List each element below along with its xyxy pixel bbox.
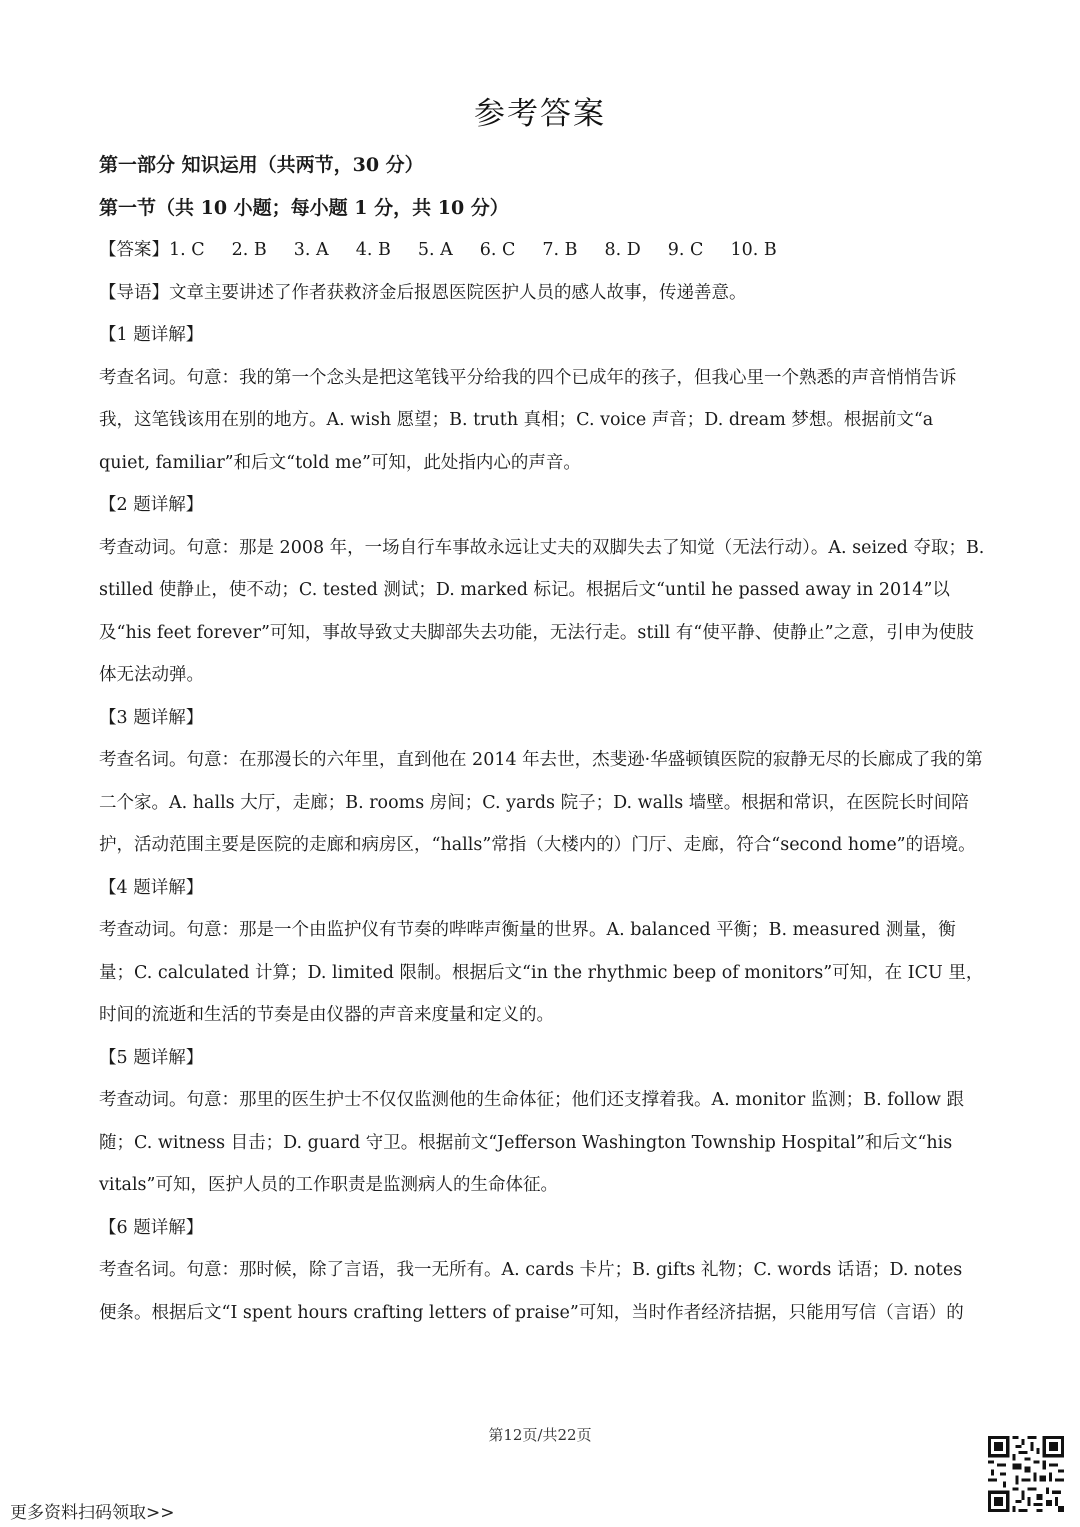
answer-item: 9. C: [667, 240, 704, 260]
document-body: [99, 144, 985, 1334]
answer-item: 1. C: [169, 240, 205, 260]
part-heading: 第一部分 知识运用（共两节，30 分）: [99, 154, 424, 176]
explanation-heading: 【5 题详解】: [99, 1047, 204, 1068]
explanation-text: 考查动词。句意：那里的医生护士不仅仅监测他的生命体征；他们还支撑着我。A. monitor 监测；B. follow 跟随；C. witness 目击；D. guard 守卫。根据前文“Jefferson Washington Township Hospital”和后文“his vitals”可知，医护人员的工作职责是监测病人的生命体征。: [99, 1090, 965, 1195]
answer-item: 4. B: [355, 240, 391, 260]
answer-item: 5. A: [417, 240, 453, 260]
answer-item: 6. C: [479, 240, 516, 260]
answer-key-line: [99, 229, 985, 272]
answer-item: 10. B: [730, 240, 777, 260]
answer-item: 7. B: [542, 240, 578, 260]
explanation-text: 考查名词。句意：我的第一个念头是把这笔钱平分给我的四个已成年的孩子，但我心里一个熟悉的声音悄悄告诉我，这笔钱该用在别的地方。A. wish 愿望；B. truth 真相；C. voice 声音；D. dream 梦想。根据前文“a quiet, familiar”和后文“told me”可知，此处指内心的声音。: [99, 367, 957, 473]
explanation-heading: 【4 题详解】: [99, 877, 204, 898]
explanation-heading: 【2 题详解】: [99, 495, 204, 515]
explanation-heading: 【1 题详解】: [99, 325, 204, 345]
more-resources-link[interactable]: 更多资料扫码领取>>: [10, 1503, 175, 1523]
answer-item: 2. B: [231, 240, 267, 260]
page-title: 参考答案: [474, 96, 606, 132]
answer-item: 8. D: [604, 240, 641, 260]
answer-label: 【答案】: [99, 240, 169, 260]
page-number: 第12页/共22页: [488, 1426, 592, 1444]
explanation-heading: 【3 题详解】: [99, 707, 204, 728]
answer-item: 3. A: [293, 240, 329, 260]
explanation-text: 考查名词。句意：那时候，除了言语，我一无所有。A. cards 卡片；B. gifts 礼物；C. words 话语；D. notes 便条。根据后文“I spent hours crafting letters of praise”可知，当时作者经济拮据，只能用写信（言语）的: [99, 1260, 964, 1323]
explanation-heading: 【6 题详解】: [99, 1217, 204, 1238]
explanation-text: 考查动词。句意：那是一个由监护仪有节奏的哔哔声衡量的世界。A. balanced 平衡；B. measured 测量，衡量；C. calculated 计算；D. limited 限制。根据后文“in the rhythmic beep of monitors”可知，在 ICU 里，时间的流逝和生活的节奏是由仪器的声音来度量和定义的。: [99, 920, 984, 1025]
intro-paragraph: 【导语】文章主要讲述了作者获救济金后报恩医院医护人员的感人故事，传递善意。: [99, 282, 747, 303]
section-heading: 第一节（共 10 小题；每小题 1 分，共 10 分）: [99, 196, 509, 219]
explanation-text: 考查动词。句意：那是 2008 年，一场自行车事故永远让丈夫的双脚失去了知觉（无法行动）。A. seized 夺取；B. stilled 使静止，使不动；C. tested 测试；D. marked 标记。根据后文“until he passed away in 2014”以及“his feet forever”可知，事故导致丈夫脚部失去功能，无法行走。still 有“使平静、使静止”之意，引申为使肢体无法动弹。: [99, 537, 985, 685]
explanation-text: 考查名词。句意：在那漫长的六年里，直到他在 2014 年去世，杰斐逊·华盛顿镇医院的寂静无尽的长廊成了我的第二个家。A. halls 大厅，走廊；B. rooms 房间；C. yards 院子；D. walls 墙壁。根据和常识，在医院长时间陪护，活动范围主要是医院的走廊和病房区，“halls”常指（大楼内的）门厅、走廊，符合“second home”的语境。: [99, 750, 983, 855]
qr-code-icon[interactable]: [988, 1436, 1064, 1512]
